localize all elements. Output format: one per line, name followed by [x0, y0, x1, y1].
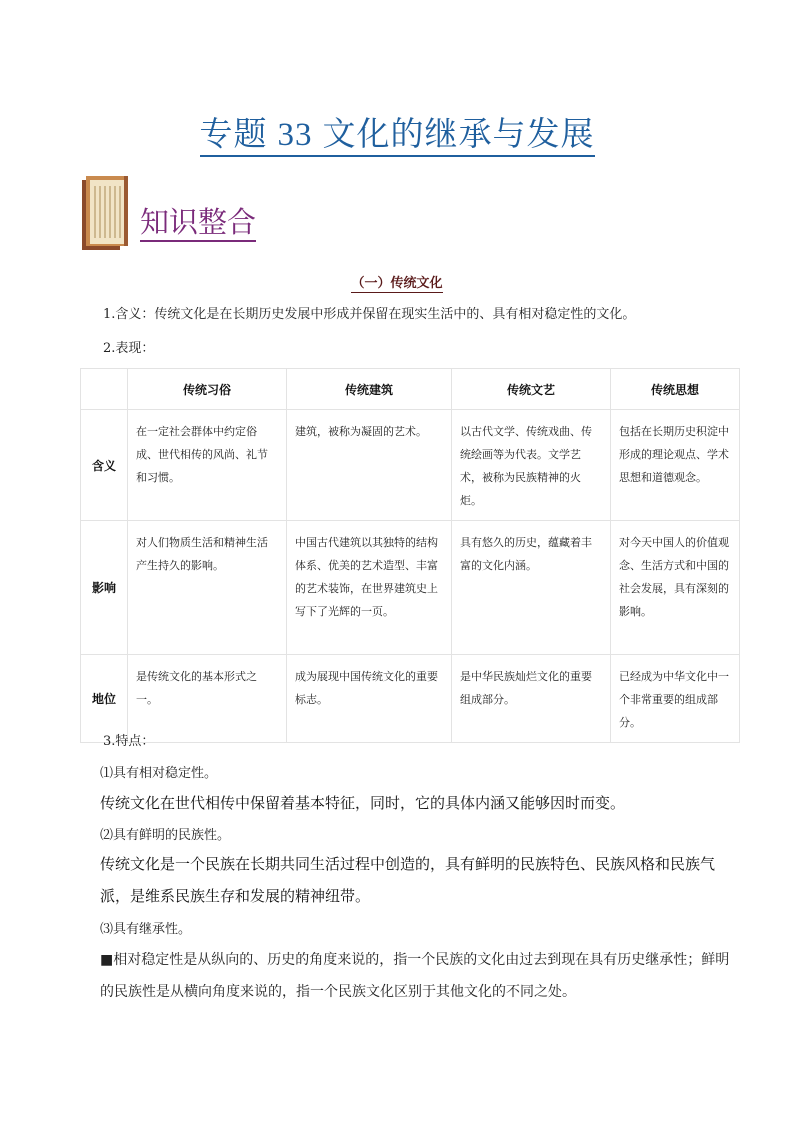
section-heading-block	[80, 172, 300, 252]
table-row	[81, 521, 740, 655]
note-paragraph: ■相对稳定性是从纵向的、历史的角度来说的，指一个民族的文化由过去到现在具有历史继承性；鲜明的民族性是从横向角度来说的，指一个民族文化区别于其他文化的不同之处。	[100, 952, 730, 1000]
table-cell: 是中华民族灿烂文化的重要组成部分。	[452, 655, 611, 743]
table-cell: 已经成为中华文化中一个非常重要的组成部分。	[611, 655, 740, 743]
definition-paragraph: 1.含义：传统文化是在长期历史发展中形成并保留在现实生活中的、具有相对稳定性的文化。	[103, 307, 636, 322]
section-heading: 知识整合	[140, 200, 256, 241]
subsection-title: （一）传统文化	[351, 276, 443, 291]
table-header-row	[81, 369, 740, 410]
row-label: 影响	[81, 521, 128, 655]
row-label: 含义	[81, 410, 128, 521]
table-header-cell: 传统文艺	[452, 369, 611, 410]
table-row	[81, 410, 740, 521]
feature-text-1: 传统文化在世代相传中保留着基本特征，同时，它的具体内涵又能够因时而变。	[100, 794, 626, 812]
table-row	[81, 655, 740, 743]
feature-text-2: 传统文化是一个民族在长期共同生活过程中创造的，具有鲜明的民族特色、民族风格和民族气派，是维系民族生存和发展的精神纽带。	[100, 855, 716, 905]
table-cell: 包括在长期历史积淀中形成的理论观点、学术思想和道德观念。	[611, 410, 740, 521]
table-cell: 对人们物质生活和精神生活产生持久的影响。	[128, 521, 287, 655]
book-icon	[80, 174, 134, 252]
table-cell: 对今天中国人的价值观念、生活方式和中国的社会发展，具有深刻的影响。	[611, 521, 740, 655]
page-title	[0, 108, 794, 155]
table-header-cell: 传统建筑	[287, 369, 452, 410]
table-cell: 以古代文学、传统戏曲、传统绘画等为代表。文学艺术，被称为民族精神的火炬。	[452, 410, 611, 521]
table-cell: 具有悠久的历史，蕴藏着丰富的文化内涵。	[452, 521, 611, 655]
manifestation-label: 2.表现：	[103, 341, 155, 356]
feature-point-1: ⑴具有相对稳定性。	[100, 766, 218, 781]
features-label: 3.特点：	[103, 734, 155, 749]
title-number: 33	[277, 117, 313, 153]
table-cell: 建筑，被称为凝固的艺术。	[287, 410, 452, 521]
table-cell: 中国古代建筑以其独特的结构体系、优美的艺术造型、丰富的艺术装饰，在世界建筑史上写下了光辉的一页。	[287, 521, 452, 655]
table-header-cell	[81, 369, 128, 410]
tradition-table	[80, 368, 740, 743]
feature-point-2: ⑵具有鲜明的民族性。	[100, 828, 231, 843]
table-cell: 成为展现中国传统文化的重要标志。	[287, 655, 452, 743]
row-label: 地位	[81, 655, 128, 743]
table-header-cell: 传统思想	[611, 369, 740, 410]
title-prefix: 专题	[200, 114, 268, 157]
title-main: 文化的继承与发展	[322, 114, 595, 153]
table-cell: 在一定社会群体中约定俗成、世代相传的风尚、礼节和习惯。	[128, 410, 287, 521]
feature-point-3: ⑶具有继承性。	[100, 922, 192, 937]
table-header-cell: 传统习俗	[128, 369, 287, 410]
table-cell: 是传统文化的基本形式之一。	[128, 655, 287, 743]
